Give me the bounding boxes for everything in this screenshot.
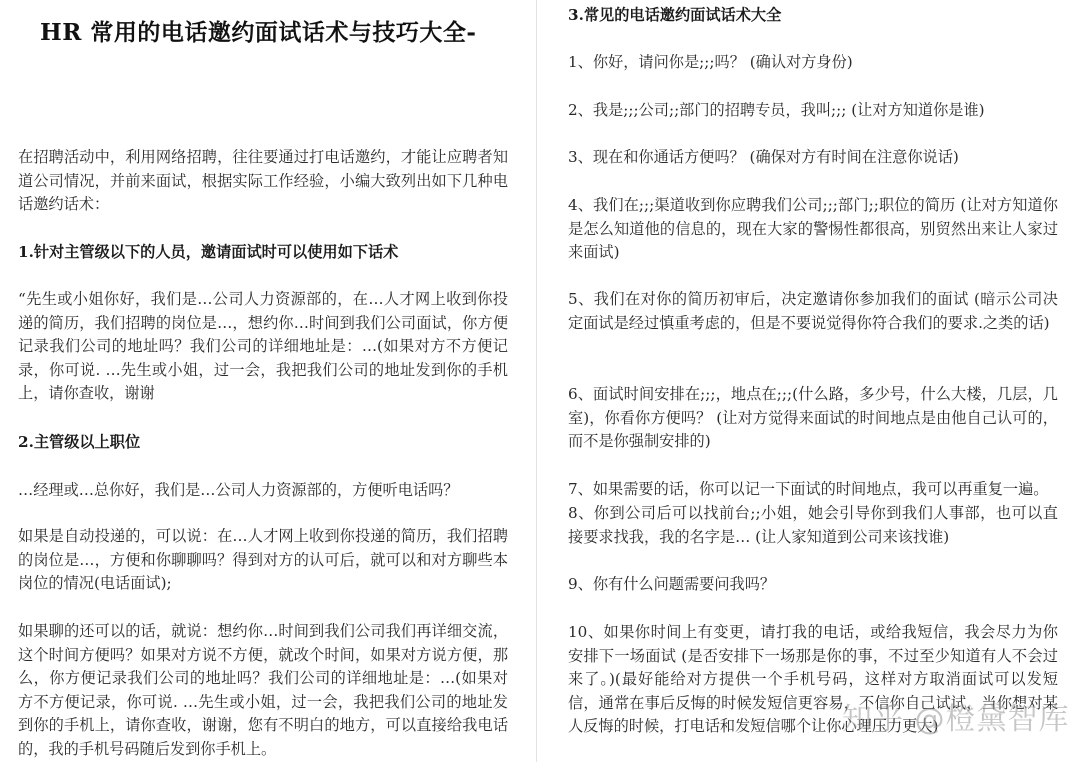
left-page <box>0 0 536 762</box>
script-item-6: 6、面试时间安排在;;;，地点在;;;(什么路，多少号，什么大楼，几层，几室)，你看你方便吗？ (让对方觉得来面试的时间地点是由他自己认可的，而不是你强制安排的) <box>568 385 1058 450</box>
page-divider <box>536 0 537 762</box>
watermark: 知乎 @橙黛智库 <box>842 702 1070 737</box>
section-3-heading: 3.常见的电话邀约面试话术大全 <box>568 6 782 24</box>
section-2-heading: 2.主管级以上职位 <box>18 433 141 451</box>
script-item-5: 5、我们在对你的简历初审后，决定邀请你参加我们的面试 (暗示公司决定面试是经过慎重考虑的，但是不要说觉得你符合我们的要求.之类的话) <box>568 290 1058 332</box>
section-1-script: “先生或小姐你好，我们是…公司人力资源部的，在…人才网上收到你投递的简历，我们招聘的岗位是…，想约你…时间到我们公司面试，你方便记录我们公司的地址吗？我们公司的详细地址是：…(如果对方不方便记录，你可说. …先生或小姐，过一会，我把我们公司的地址发到你的手机上，请你查收，谢谢 <box>18 290 508 402</box>
script-item-8: 8、你到公司后可以找前台;;小姐，她会引导你到我们人事部，也可以直接要求找我，我的名字是… (让人家知道到公司来该找谁) <box>568 504 1058 546</box>
section-2-paragraph-1: …经理或…总你好，我们是…公司人力资源部的，方便听电话吗？ <box>18 481 459 499</box>
intro-paragraph: 在招聘活动中，利用网络招聘，往往要通过打电话邀约，才能让应聘者知道公司情况，并前来面试，根据实际工作经验，小编大致列出如下几种电话邀约话术： <box>18 148 508 213</box>
script-item-10: 10、如果你时间上有变更，请打我的电话，或给我短信，我会尽力为你安排下一场面试 (是否安排下一场那是你的事，不过至少知道有人不会过来了。)(最好能给对方提供一个手机号码，这样对方取消面试可以发短信，通常在事后反悔的时候发短信更容易，不信你自己试试，当你想对某人反悔的时候，打电话和发短信哪个让你心理压力更大) <box>568 623 1058 735</box>
section-2-paragraph-2: 如果是自动投递的，可以说：在…人才网上收到你投递的简历，我们招聘的岗位是…，方便和你聊聊吗？得到对方的认可后，就可以和对方聊些本岗位的情况(电话面试); <box>18 527 508 592</box>
script-item-9: 9、你有什么问题需要问我吗？ <box>568 575 776 593</box>
document-title: HR 常用的电话邀约面试话术与技巧大全- <box>40 19 477 46</box>
script-item-4: 4、我们在;;;渠道收到你应聘我们公司;;;部门;;职位的简历 (让对方知道你是怎么知道他的信息的，现在大家的警惕性都很高，别贸然出来让人家过来面试) <box>568 196 1058 261</box>
script-item-3: 3、现在和你通话方便吗？ (确保对方有时间在注意你说话) <box>568 148 959 166</box>
script-item-7: 7、如果需要的话，你可以记一下面试的时间地点，我可以再重复一遍。 <box>568 480 1049 498</box>
section-2-paragraph-3: 如果聊的还可以的话，就说：想约你…时间到我们公司我们再详细交流，这个时间方便吗？如果对方说不方便，就改个时间，如果对方说方便，那么，你方便记录我们公司的地址吗？我们公司的详细地址是：…(如果对方不方便记录，你可说. …先生或小姐，过一会，我把我们公司的地址发到你的手机上，请你查收，谢谢，您有不明白的地方，可以直接给我电话的，我的手机号码随后发到你手机上。 <box>18 622 508 758</box>
script-item-2: 2、我是;;;公司;;部门的招聘专员，我叫;;; (让对方知道你是谁) <box>568 101 985 119</box>
script-item-1: 1、你好，请问你是;;;吗？ (确认对方身份) <box>568 53 853 71</box>
section-1-heading: 1.针对主管级以下的人员，邀请面试时可以使用如下话术 <box>18 243 399 261</box>
right-page <box>538 0 1080 762</box>
